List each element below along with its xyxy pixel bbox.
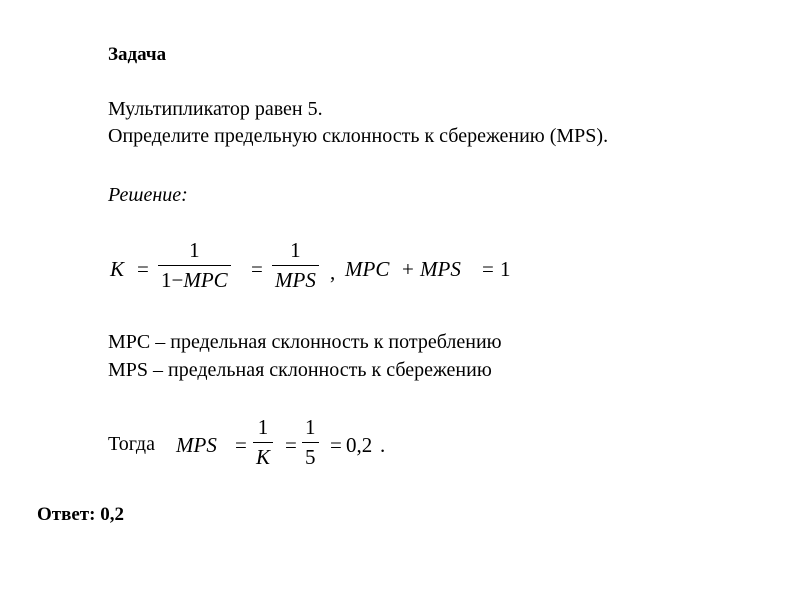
formula1-rhs-eq: =	[482, 257, 494, 281]
answer-line: Ответ: 0,2	[37, 504, 124, 525]
formula2-eq2: =	[285, 433, 297, 457]
formula2-frac1-denominator: K	[253, 442, 273, 468]
formula2-var: MPS	[176, 433, 217, 457]
formula2-frac1-numerator: 1	[257, 415, 269, 439]
formula2-frac2-denominator: 5	[302, 442, 319, 468]
formula1-eq2: =	[251, 257, 263, 281]
formula1-one: 1	[500, 257, 511, 281]
formula1-comma: ,	[330, 260, 336, 284]
formula2-result: 0,2	[346, 433, 373, 457]
solution-label: Решение:	[108, 184, 188, 206]
formula1-lhs: K	[110, 257, 125, 281]
formula1-frac1-denominator: 1−MPC	[158, 265, 231, 291]
formula1-plus: +	[402, 257, 414, 281]
task-heading: Задача	[108, 44, 167, 65]
formula1-mps: MPS	[420, 257, 461, 281]
formula2-prefix: Тогда	[108, 433, 155, 455]
formula2-eq3: =	[330, 433, 342, 457]
formula1-frac2-denominator: MPS	[272, 265, 319, 291]
formula1-frac1-numerator: 1	[189, 238, 200, 262]
formula2-period: .	[380, 433, 386, 457]
definition-mpc: MPC – предельная склонность к потреблению	[108, 331, 502, 353]
given-line: Мультипликатор равен 5.	[108, 98, 323, 120]
formula1-frac2-numerator: 1	[290, 238, 301, 262]
formula2-fraction-2	[302, 417, 319, 468]
definition-mps: MPS – предельная склонность к сбережению	[108, 359, 492, 381]
question-line: Определите предельную склонность к сбережению (MPS).	[108, 125, 609, 147]
formula2-eq1: =	[235, 433, 247, 457]
formula2-fraction-1	[253, 417, 273, 468]
formula2-frac2-numerator: 1	[305, 415, 316, 439]
formula1-eq1: =	[137, 257, 149, 281]
formula1-fraction-1	[158, 240, 231, 291]
formula1-mpc: MPC	[345, 257, 390, 281]
formula1-fraction-2	[272, 240, 319, 291]
